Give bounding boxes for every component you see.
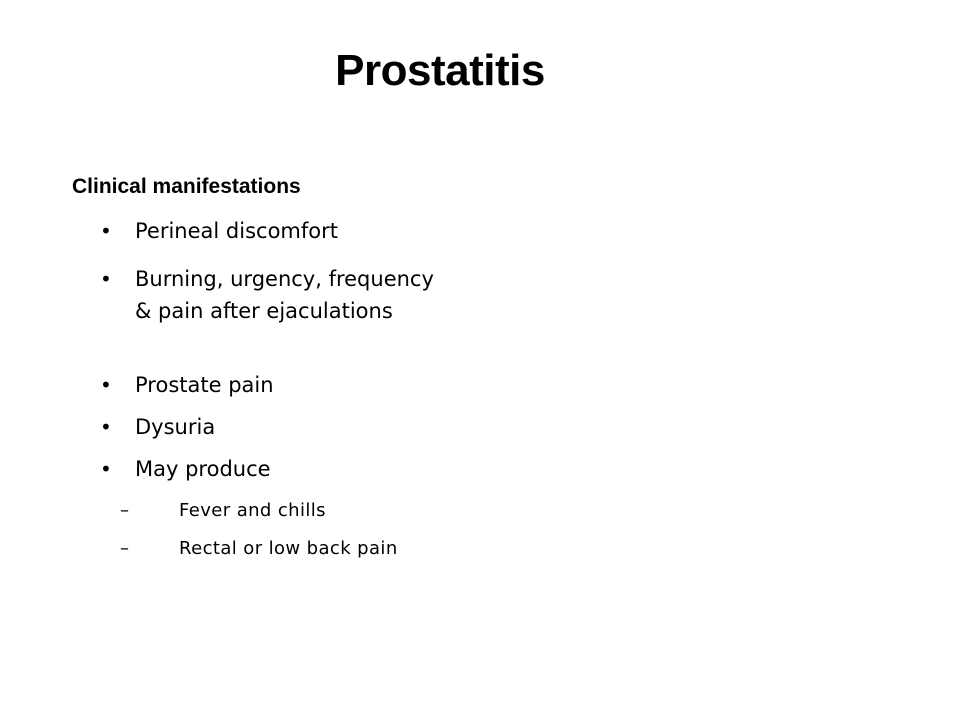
bullet-text: Perineal discomfort bbox=[135, 219, 338, 243]
sub-bullet-marker: – bbox=[120, 500, 129, 521]
sub-bullet-marker: – bbox=[120, 538, 129, 559]
sub-bullet-text: Rectal or low back pain bbox=[179, 538, 398, 559]
bullet-text: Dysuria bbox=[135, 415, 216, 439]
bullet-marker: • bbox=[100, 219, 112, 243]
section-heading: Clinical manifestations bbox=[72, 175, 301, 198]
slide-title: Prostatitis bbox=[335, 46, 545, 95]
bullet-marker: • bbox=[100, 415, 112, 439]
bullet-text: Prostate pain bbox=[135, 373, 274, 397]
bullet-text: Burning, urgency, frequency & pain after ejaculations bbox=[135, 267, 434, 323]
sub-bullet-text: Fever and chills bbox=[179, 500, 326, 521]
bullet-marker: • bbox=[100, 457, 112, 481]
bullet-marker: • bbox=[100, 373, 112, 397]
bullet-text: May produce bbox=[135, 457, 271, 481]
bullet-marker: • bbox=[100, 267, 112, 291]
